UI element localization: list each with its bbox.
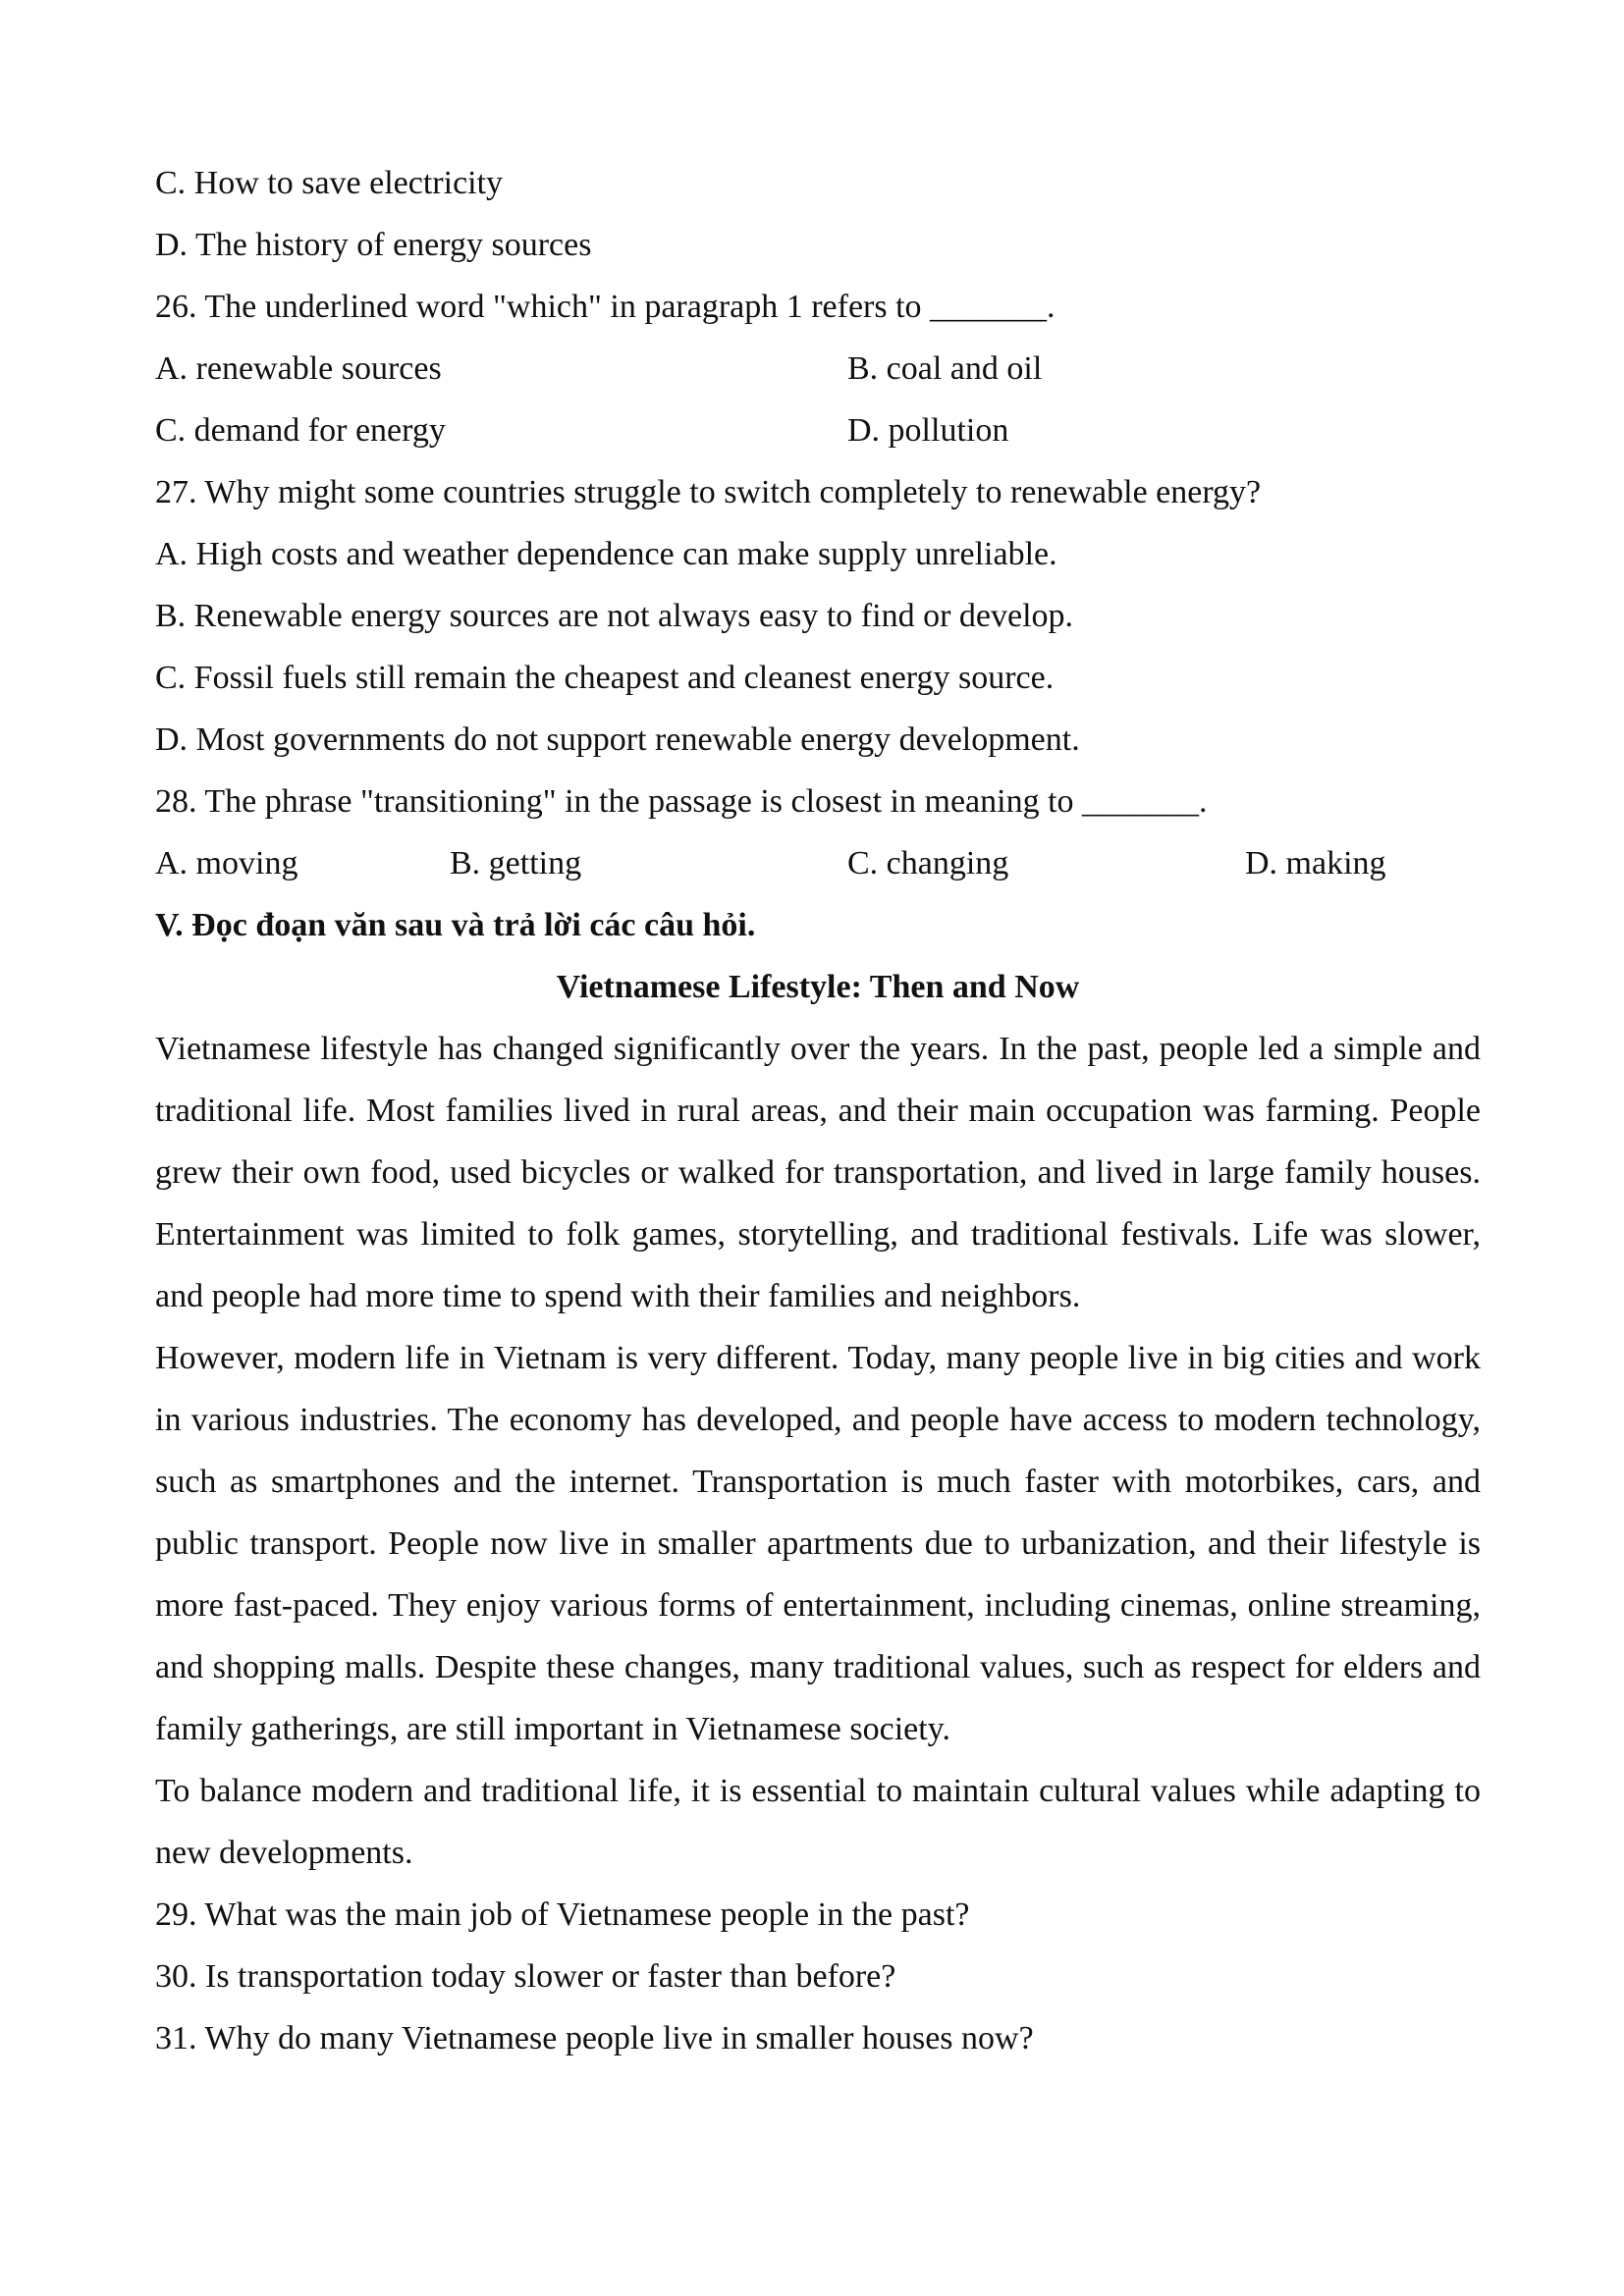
question-26: 26. The underlined word "which" in paragraph 1 refers to _______. [155, 289, 1056, 325]
question-30: 30. Is transportation today slower or faster than before? [155, 1958, 896, 1995]
document-page [155, 152, 1481, 2069]
passage-paragraph-1: Vietnamese lifestyle has changed significantly over the years. In the past, people led a simple and traditional life. Most families lived in rural areas, and their main occupation was farming. People grew their own food, used bicycles or walked for transportation, and lived in large family houses. Entertainment was limited to folk games, storytelling, and traditional festivals. Life was slower, and people had more time to spend with their families and neighbors. [155, 1031, 1481, 1314]
passage-paragraph-2: However, modern life in Vietnam is very different. Today, many people live in big cities and work in various industries. The economy has developed, and people have access to modern technology, such as smartphones and the internet. Transportation is much faster with motorbikes, cars, and public transport. People now live in smaller apartments due to urbanization, and their lifestyle is more fast-paced. They enjoy various forms of entertainment, including cinemas, online streaming, and shopping malls. Despite these changes, many traditional values, such as respect for elders and family gatherings, are still important in Vietnamese society. [155, 1340, 1481, 1747]
q28-option-a: A. moving [155, 845, 298, 881]
q26-options-row-2 [155, 400, 1481, 461]
passage-paragraph-3: To balance modern and traditional life, it is essential to maintain cultural values while adapting to new developments. [155, 1773, 1481, 1871]
q27-option-d: D. Most governments do not support renewable energy development. [155, 721, 1080, 758]
section-heading: V. Đọc đoạn văn sau và trả lời các câu hỏi. [155, 907, 756, 943]
question-28: 28. The phrase "transitioning" in the passage is closest in meaning to _______. [155, 783, 1208, 820]
q26-option-b: B. coal and oil [847, 350, 1043, 387]
question-29: 29. What was the main job of Vietnamese people in the past? [155, 1896, 970, 1933]
passage-title: Vietnamese Lifestyle: Then and Now [556, 969, 1080, 1005]
q26-option-d: D. pollution [847, 412, 1009, 449]
q26-option-a: A. renewable sources [155, 350, 442, 387]
q26-options-row-1 [155, 338, 1481, 400]
q28-option-c: C. changing [847, 845, 1009, 881]
q27-option-a: A. High costs and weather dependence can make supply unreliable. [155, 536, 1057, 572]
q27-option-c: C. Fossil fuels still remain the cheapest and cleanest energy source. [155, 660, 1055, 696]
q27-option-b: B. Renewable energy sources are not always easy to find or develop. [155, 598, 1074, 634]
option-d-prev: D. The history of energy sources [155, 227, 592, 263]
passage-body [155, 1018, 1481, 1884]
q28-options-row [155, 832, 1481, 894]
option-c-prev: C. How to save electricity [155, 165, 504, 201]
question-27: 27. Why might some countries struggle to switch completely to renewable energy? [155, 474, 1262, 510]
q28-option-b: B. getting [450, 845, 582, 881]
q28-option-d: D. making [1245, 845, 1386, 881]
q26-option-c: C. demand for energy [155, 412, 446, 449]
question-31: 31. Why do many Vietnamese people live in smaller houses now? [155, 2020, 1034, 2056]
